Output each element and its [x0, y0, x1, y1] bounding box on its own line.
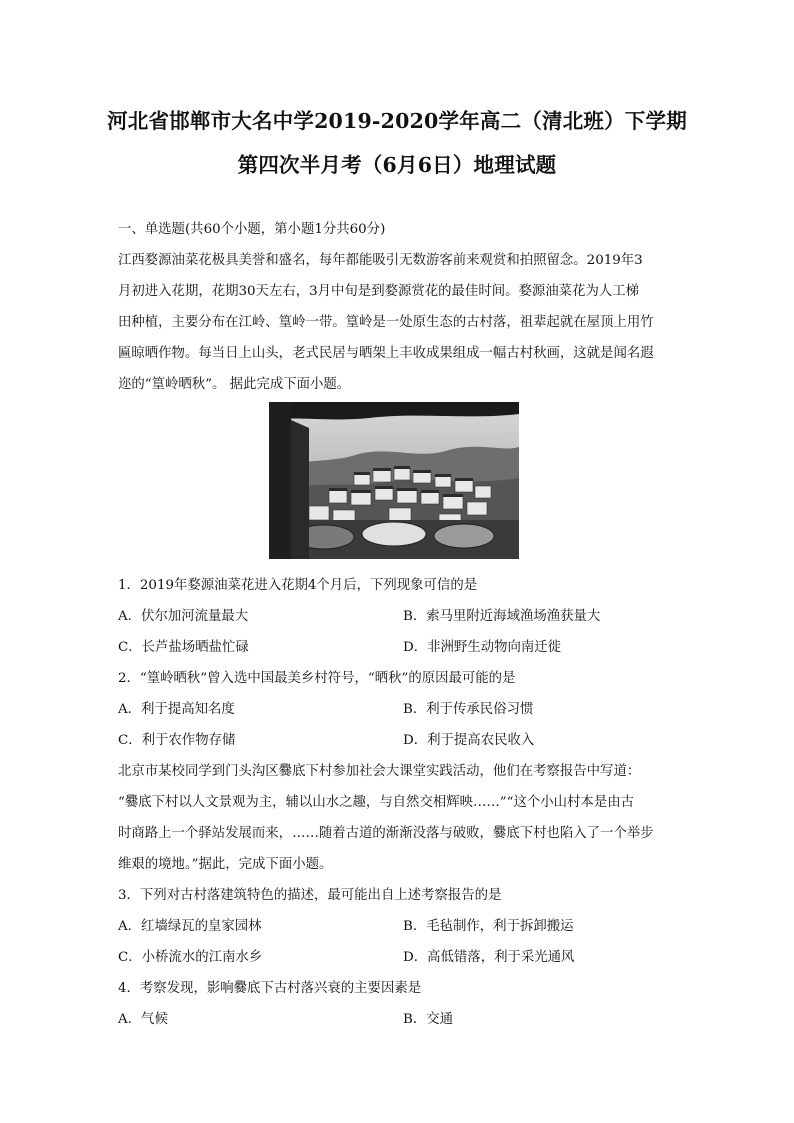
question-2-option-d: D．利于提高农民收入: [403, 733, 535, 748]
question-2-stem: 2．“篁岭晒秋”曾入选中国最美乡村符号，“晒秋”的原因最可能的是: [118, 671, 516, 686]
passage2-line: 北京市某校同学到门头沟区爨底下村参加社会大课堂实践活动，他们在考察报告中写道：: [118, 764, 641, 779]
question-2-option-c: C．利于农作物存储: [118, 733, 236, 748]
passage1-line: 田种植，主要分布在江岭、篁岭一带。篁岭是一处原生态的古村落，祖辈起就在屋顶上用竹: [118, 315, 654, 330]
passage2-line: “爨底下村以人文景观为主，辅以山水之趣，与自然交相辉映……”“这个小山村本是由古: [118, 795, 634, 810]
question-4-option-b: B．交通: [403, 1012, 454, 1027]
document-title-line-2: 第四次半月考（6月6日）地理试题: [237, 153, 557, 177]
passage1-line: 迩的“篁岭晒秋”。 据此完成下面小题。: [118, 377, 351, 392]
passage1-line: 匾晾晒作物。每当日上山头，老式民居与晒架上丰收成果组成一幅古村秋画，这就是闻名遐: [118, 346, 654, 361]
question-1-stem: 1．2019年婺源油菜花进入花期4个月后，下列现象可信的是: [118, 578, 478, 593]
question-2-option-b: B．利于传承民俗习惯: [403, 702, 534, 717]
section-heading: 一、单选题(共60个小题，第小题1分共60分): [118, 222, 386, 237]
question-1-option-a: A．伏尔加河流量最大: [118, 609, 249, 624]
question-3-option-a: A．红墙绿瓦的皇家园林: [118, 919, 262, 934]
question-4-stem: 4．考察发现，影响爨底下古村落兴衰的主要因素是: [118, 981, 422, 996]
question-3-option-c: C．小桥流水的江南水乡: [118, 950, 263, 965]
passage1-line: 月初进入花期，花期30天左右，3月中旬是到婺源赏花的最佳时间。婺源油菜花为人工梯: [118, 284, 640, 299]
question-1-option-b: B．索马里附近海域渔场渔获量大: [403, 609, 601, 624]
passage2-line: 维艰的境地。”据此，完成下面小题。: [118, 857, 333, 872]
question-3-option-b: B．毛毡制作，利于拆卸搬运: [403, 919, 574, 934]
village-photo: [269, 402, 519, 559]
question-1-option-d: D．非洲野生动物向南迁徙: [403, 640, 562, 655]
question-2-option-a: A．利于提高知名度: [118, 702, 235, 717]
passage2-line: 时商路上一个驿站发展而来，……随着古道的渐渐没落与破败，爨底下村也陷入了一个举步: [118, 826, 654, 841]
question-4-option-a: A．气候: [118, 1012, 168, 1027]
document-title-line-1: 河北省邯郸市大名中学2019-2020学年高二（清北班）下学期: [107, 109, 687, 133]
passage1-line: 江西婺源油菜花极具美誉和盛名，每年都能吸引无数游客前来观赏和拍照留念。2019年3: [118, 253, 643, 268]
question-1-option-c: C．长芦盐场晒盐忙碌: [118, 640, 249, 655]
question-3-stem: 3．下列对古村落建筑特色的描述，最可能出自上述考察报告的是: [118, 888, 502, 903]
question-3-option-d: D．高低错落，利于采光通风: [403, 950, 575, 965]
